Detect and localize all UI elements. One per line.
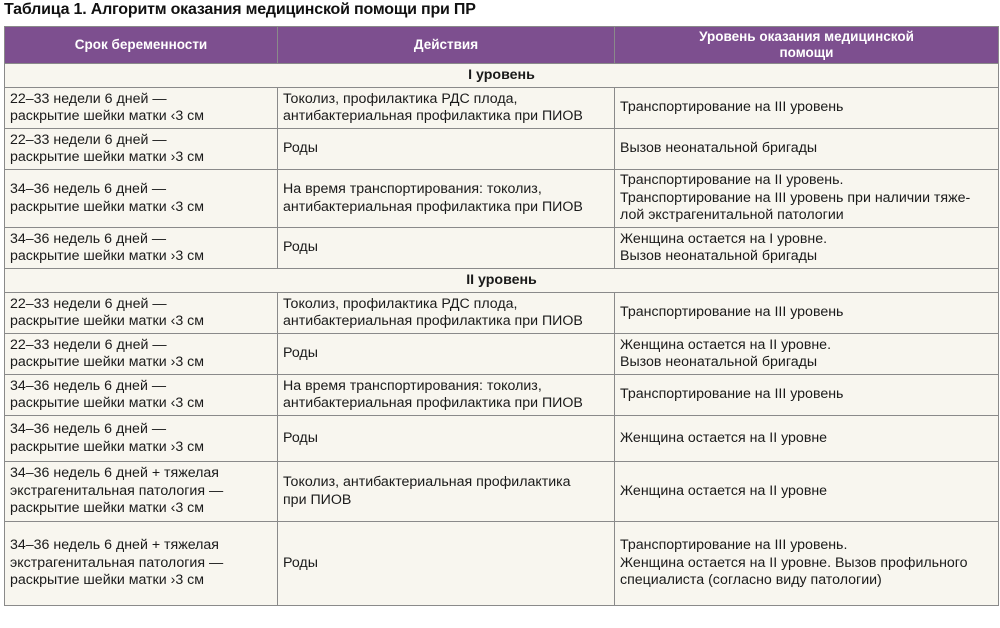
term-cell <box>5 375 278 416</box>
term-cell-line: раскрытие шейки матки ›3 см <box>10 354 205 370</box>
term-cell <box>5 129 278 170</box>
term-cell-line: 22–33 недели 6 дней — <box>10 295 167 312</box>
level-cell <box>615 462 999 522</box>
term-cell-line: раскрытие шейки матки ›3 см <box>10 149 205 165</box>
level-cell-line: Транспортирование на III уровень <box>620 99 844 116</box>
level-cell-line: Женщина остается на II уровне <box>620 429 828 446</box>
action-cell-line: антибактериальная профилактика при ПИОВ <box>283 395 583 411</box>
group-label: I уровень <box>5 64 999 88</box>
level-cell <box>615 293 999 334</box>
action-cell-line: Токолиз, профилактика РДС плода, <box>283 295 518 312</box>
level-cell <box>615 522 999 606</box>
table-row <box>5 228 999 269</box>
header-level <box>615 27 999 64</box>
level-cell <box>615 228 999 269</box>
medical-care-table <box>4 26 999 606</box>
term-cell-line: 34–36 недель 6 дней — <box>10 230 167 247</box>
action-cell <box>278 293 615 334</box>
action-cell-line: На время транспортирования: токолиз, <box>283 181 542 197</box>
action-cell <box>278 375 615 416</box>
table-row <box>5 522 999 606</box>
level-cell-line: Транспортирование на II уровень. <box>620 172 844 189</box>
level-cell-line: специалиста (согласно виду патологии) <box>620 572 882 589</box>
term-cell <box>5 228 278 269</box>
action-cell-line: Роды <box>283 239 318 256</box>
table-row <box>5 416 999 462</box>
level-cell-line: Женщина остается на II уровне <box>620 482 828 499</box>
group-row <box>5 269 999 293</box>
level-cell-line: Транспортирование на III уровень <box>620 304 844 321</box>
table-row <box>5 462 999 522</box>
term-cell <box>5 170 278 228</box>
group-row <box>5 64 999 88</box>
group-label: II уровень <box>5 269 999 293</box>
action-cell-line: Роды <box>283 554 318 571</box>
level-cell-line: Вызов неонатальной бригады <box>620 248 818 264</box>
term-cell-line: раскрытие шейки матки ‹3 см <box>10 108 205 124</box>
level-cell-line: Транспортирование на III уровень. <box>620 537 848 554</box>
term-cell-line: раскрытие шейки матки ›3 см <box>10 438 205 455</box>
action-cell-line: Роды <box>283 345 318 362</box>
level-cell <box>615 88 999 129</box>
term-cell-line: 34–36 недель 6 дней — <box>10 421 167 437</box>
action-cell <box>278 88 615 129</box>
table-row <box>5 334 999 375</box>
header-term: Срок беременности <box>5 27 278 64</box>
term-cell-line: раскрытие шейки матки ‹3 см <box>10 500 205 517</box>
action-cell-line: при ПИОВ <box>283 491 352 508</box>
term-cell-line: 22–33 недели 6 дней — <box>10 90 167 107</box>
action-cell-line: антибактериальная профилактика при ПИОВ <box>283 198 583 215</box>
term-cell <box>5 293 278 334</box>
level-cell-line: Женщина остается на II уровне. Вызов профильного <box>620 554 968 571</box>
level-cell-line: Транспортирование на III уровень при наличии тяже- <box>620 189 971 206</box>
level-cell-line: Транспортирование на III уровень <box>620 386 844 403</box>
action-cell <box>278 129 615 170</box>
level-cell <box>615 334 999 375</box>
level-cell <box>615 170 999 228</box>
action-cell-line: На время транспортирования: токолиз, <box>283 377 542 394</box>
table-row <box>5 293 999 334</box>
level-cell-line: Женщина остается на II уровне. <box>620 336 832 353</box>
level-cell-line: лой экстрагенитальной патологии <box>620 207 844 224</box>
term-cell-line: раскрытие шейки матки ‹3 см <box>10 313 205 329</box>
term-cell <box>5 462 278 522</box>
action-cell-line: Роды <box>283 140 318 157</box>
term-cell-line: экстрагенитальная патология — <box>10 482 224 499</box>
action-cell-line: Роды <box>283 429 318 446</box>
table-title: Таблица 1. Алгоритм оказания медицинской помощи при ПР <box>4 1 476 18</box>
table-row <box>5 170 999 228</box>
term-cell <box>5 334 278 375</box>
term-cell-line: 22–33 недели 6 дней — <box>10 131 167 148</box>
level-cell <box>615 375 999 416</box>
level-cell-line: Женщина остается на I уровне. <box>620 230 828 247</box>
action-cell-line: антибактериальная профилактика при ПИОВ <box>283 108 583 124</box>
table-row <box>5 88 999 129</box>
term-cell-line: 34–36 недель 6 дней — <box>10 181 167 197</box>
level-cell-line: Вызов неонатальной бригады <box>620 354 818 370</box>
term-cell-line: экстрагенитальная патология — <box>10 554 224 571</box>
term-cell-line: 34–36 недель 6 дней + тяжелая <box>10 465 219 482</box>
level-cell <box>615 416 999 462</box>
action-cell <box>278 170 615 228</box>
term-cell-line: раскрытие шейки матки ›3 см <box>10 248 205 264</box>
term-cell-line: раскрытие шейки матки ‹3 см <box>10 198 205 215</box>
term-cell-line: 22–33 недели 6 дней — <box>10 336 167 353</box>
table-row <box>5 129 999 170</box>
term-cell-line: 34–36 недель 6 дней — <box>10 377 167 394</box>
action-cell-line: Токолиз, профилактика РДС плода, <box>283 90 518 107</box>
level-cell <box>615 129 999 170</box>
term-cell <box>5 88 278 129</box>
term-cell-line: 34–36 недель 6 дней + тяжелая <box>10 537 219 554</box>
table-row <box>5 375 999 416</box>
term-cell <box>5 416 278 462</box>
level-cell-line: Вызов неонатальной бригады <box>620 140 818 157</box>
term-cell-line: раскрытие шейки матки ‹3 см <box>10 395 205 411</box>
header-row <box>5 27 999 64</box>
action-cell <box>278 334 615 375</box>
term-cell <box>5 522 278 606</box>
action-cell <box>278 228 615 269</box>
term-cell-line: раскрытие шейки матки ›3 см <box>10 572 205 589</box>
header-level-line: Уровень оказания медицинской <box>699 29 914 44</box>
table-body <box>5 64 999 606</box>
header-level-line: помощи <box>779 45 834 60</box>
header-action: Действия <box>278 27 615 64</box>
action-cell <box>278 522 615 606</box>
action-cell-line: антибактериальная профилактика при ПИОВ <box>283 313 583 329</box>
action-cell <box>278 462 615 522</box>
action-cell <box>278 416 615 462</box>
action-cell-line: Токолиз, антибактериальная профилактика <box>283 474 571 490</box>
